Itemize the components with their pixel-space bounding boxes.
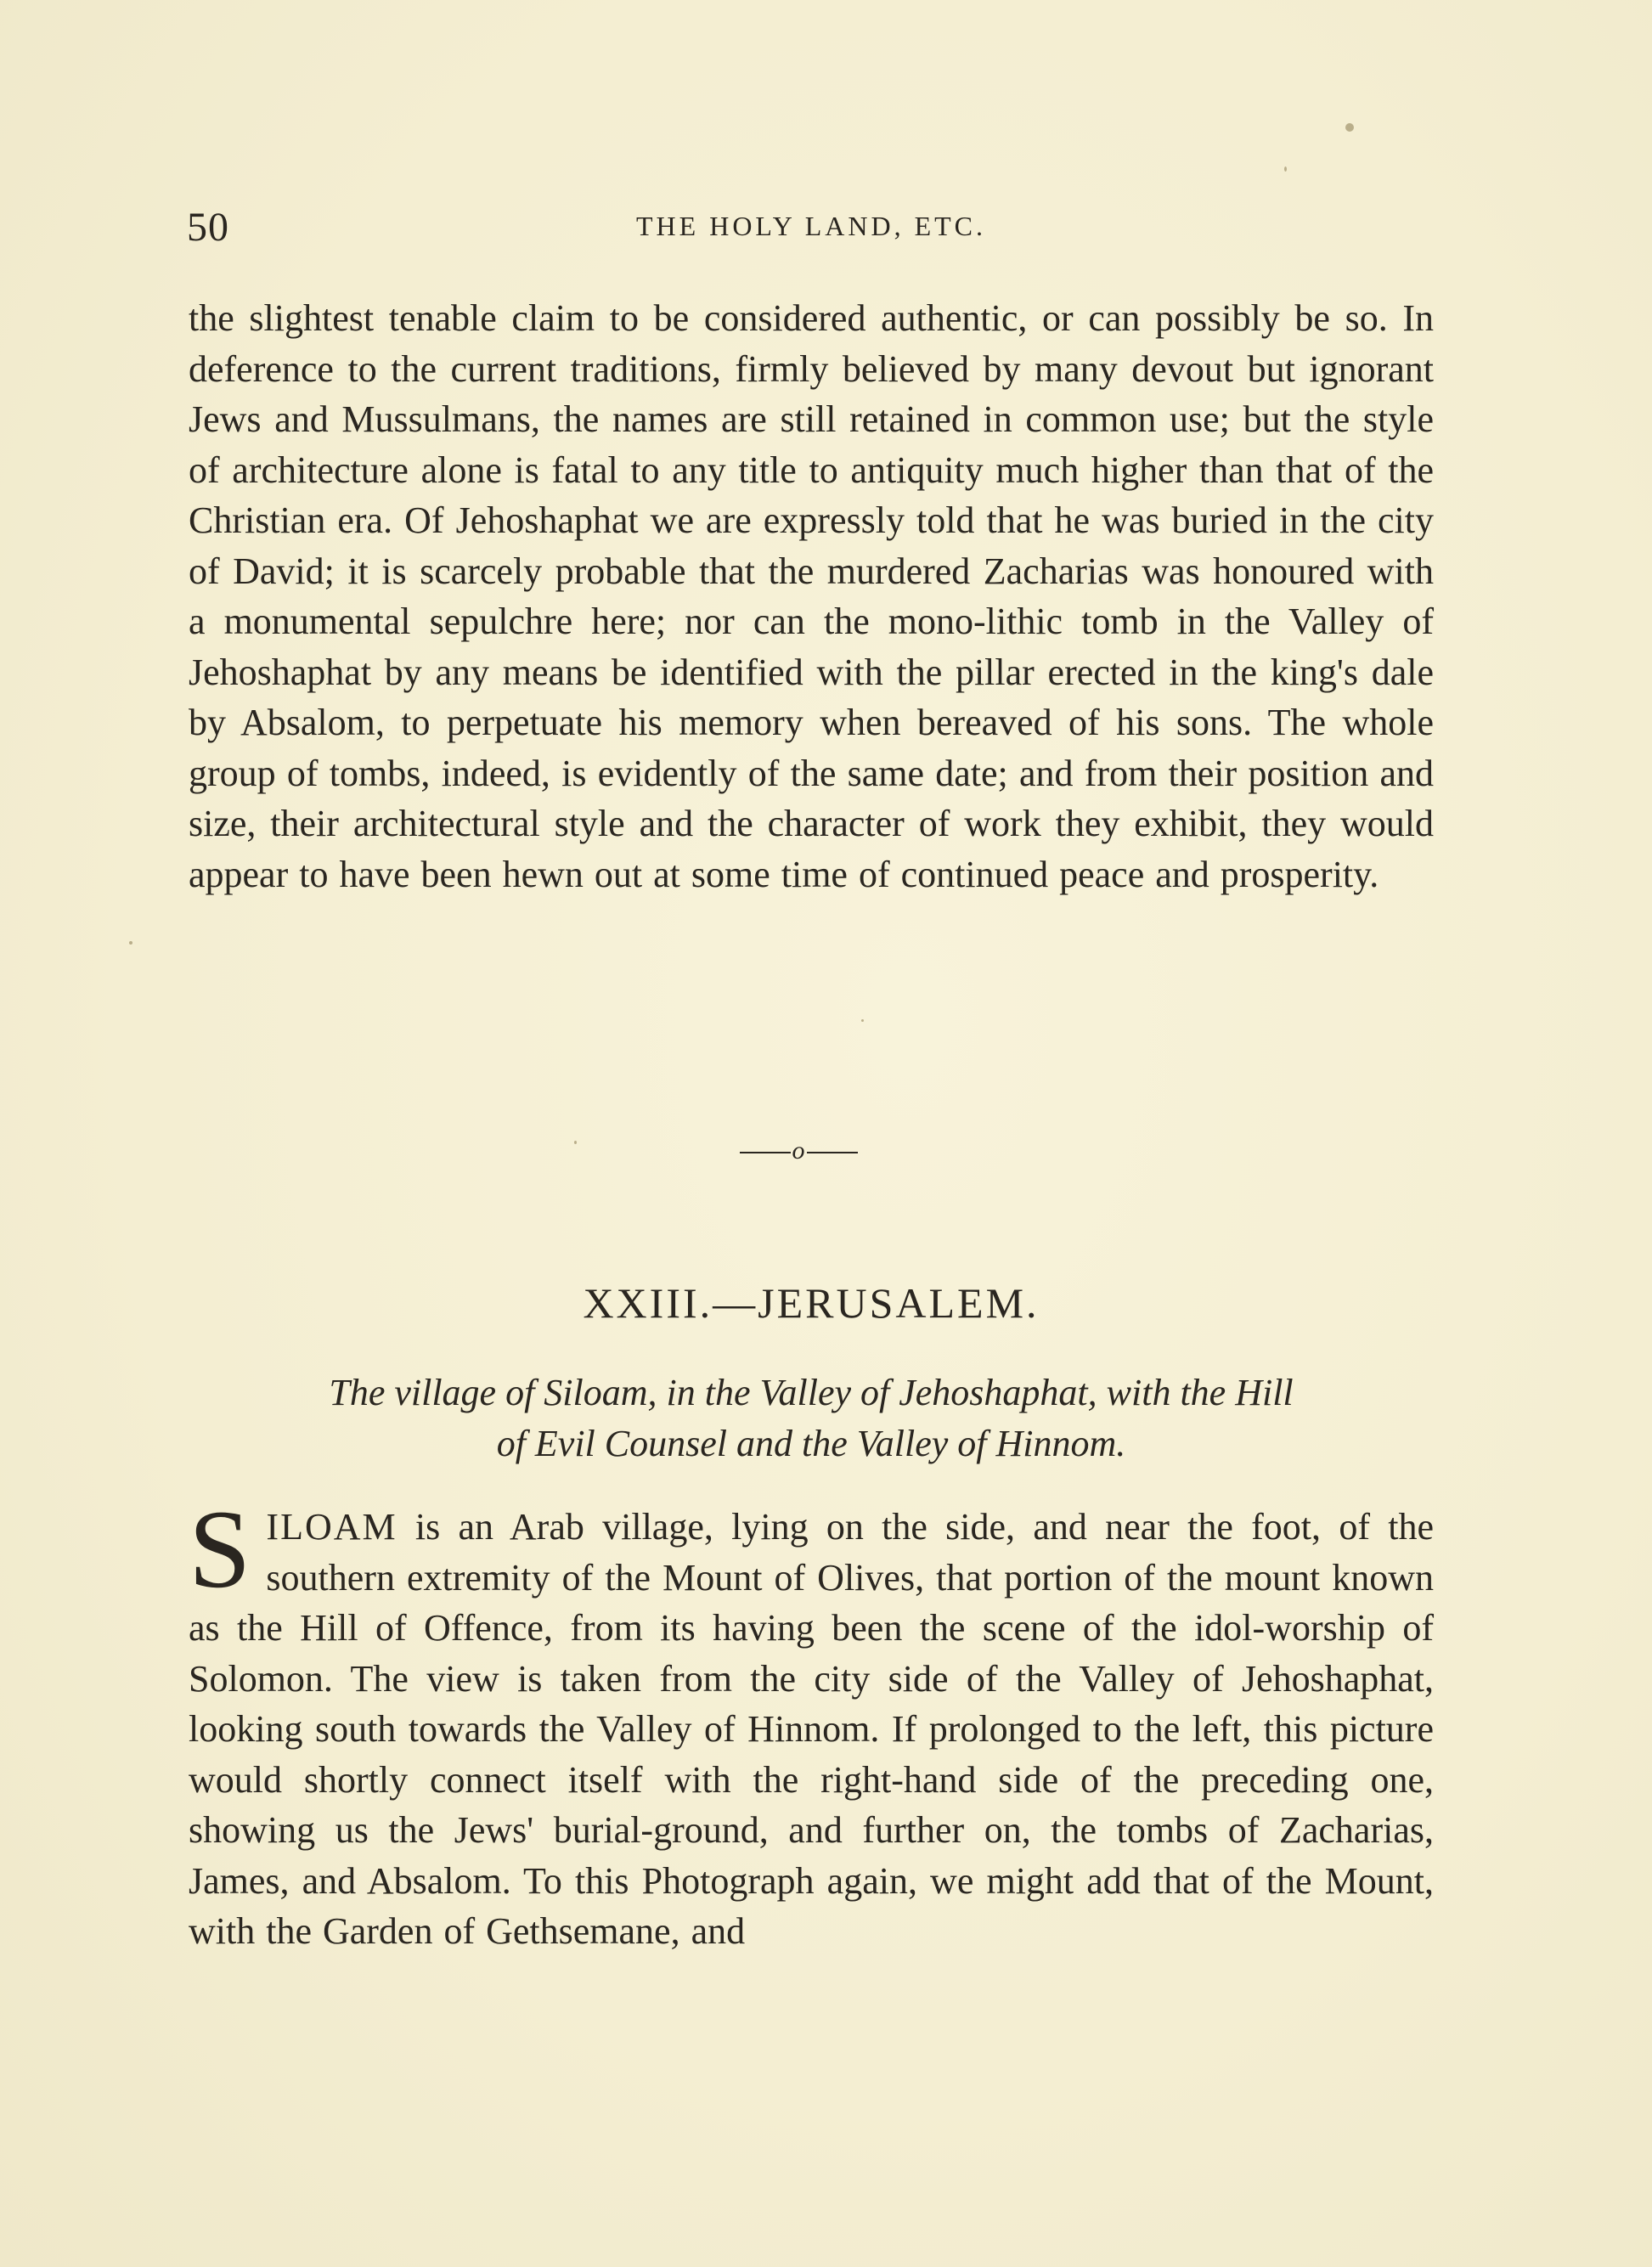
paper-speck: [861, 1019, 864, 1022]
caption-line-1: The village of Siloam, in the Valley of Jehoshaphat, with the Hill: [329, 1372, 1294, 1413]
body-paragraph-1: [189, 293, 1434, 899]
drop-cap-initial: S: [189, 1486, 251, 1611]
page-number: 50: [187, 205, 229, 250]
paragraph-2-lead: ILOAM: [266, 1506, 397, 1548]
plate-caption: [189, 1368, 1434, 1469]
section-divider: [730, 1136, 866, 1170]
running-title: THE HOLY LAND, ETC.: [636, 211, 986, 241]
paragraph-2: [189, 1486, 1434, 1957]
divider-rule-right: [807, 1152, 858, 1153]
paragraph-1-text: the slightest tenable claim to be considered authentic, or can possibly be so. In deference to the current traditions, firmly believed by many devout but ignorant Jews and Mussulmans, the names are still retained in common use; but the style of architecture alone is fatal to any title to antiquity much higher than that of the Christian era. Of Jehoshaphat we are expressly told that he was buried in the city of David; it is scarcely probable that the murdered Zacharias was honoured with a monumental sepulchre here; nor can the mono-lithic tomb in the Valley of Jehoshaphat by any means be identified with the pillar erected in the king's dale by Absalom, to perpetuate his memory when bereaved of his sons. The whole group of tombs, indeed, is evidently of the same date; and from their position and size, their architectural style and the character of work they exhibit, they would appear to have been hewn out at some time of continued peace and prosperity.: [189, 297, 1434, 895]
divider-mark: o: [792, 1136, 805, 1165]
caption-line-2: of Evil Counsel and the Valley of Hinnom.: [496, 1423, 1126, 1464]
section-heading: XXIII.—JERUSALEM.: [583, 1279, 1040, 1327]
paragraph-2-text: is an Arab village, lying on the side, and near the foot, of the southern extremity of the Mount of Olives, that portion of the mount known as the Hill of Offence, from its having been the scene of the idol-worship of Solomon. The view is taken from the city side of the Valley of Jehoshaphat, looking south towards the Valley of Hinnom. If prolonged to the left, this picture would shortly connect itself with the right-hand side of the preceding one, showing us the Jews' burial-ground, and further on, the tombs of Zacharias, James, and Absalom. To this Photograph again, we might add that of the Mount, with the Garden of Gethsemane, and: [189, 1506, 1434, 1952]
paper-speck: [1345, 123, 1354, 132]
body-paragraph-2: [189, 1486, 1434, 1957]
page-header: [187, 204, 1435, 255]
paper-speck: [574, 1141, 577, 1144]
paper-speck: [129, 941, 132, 945]
divider-rule-left: [740, 1152, 791, 1153]
paper-speck: [1284, 166, 1287, 172]
